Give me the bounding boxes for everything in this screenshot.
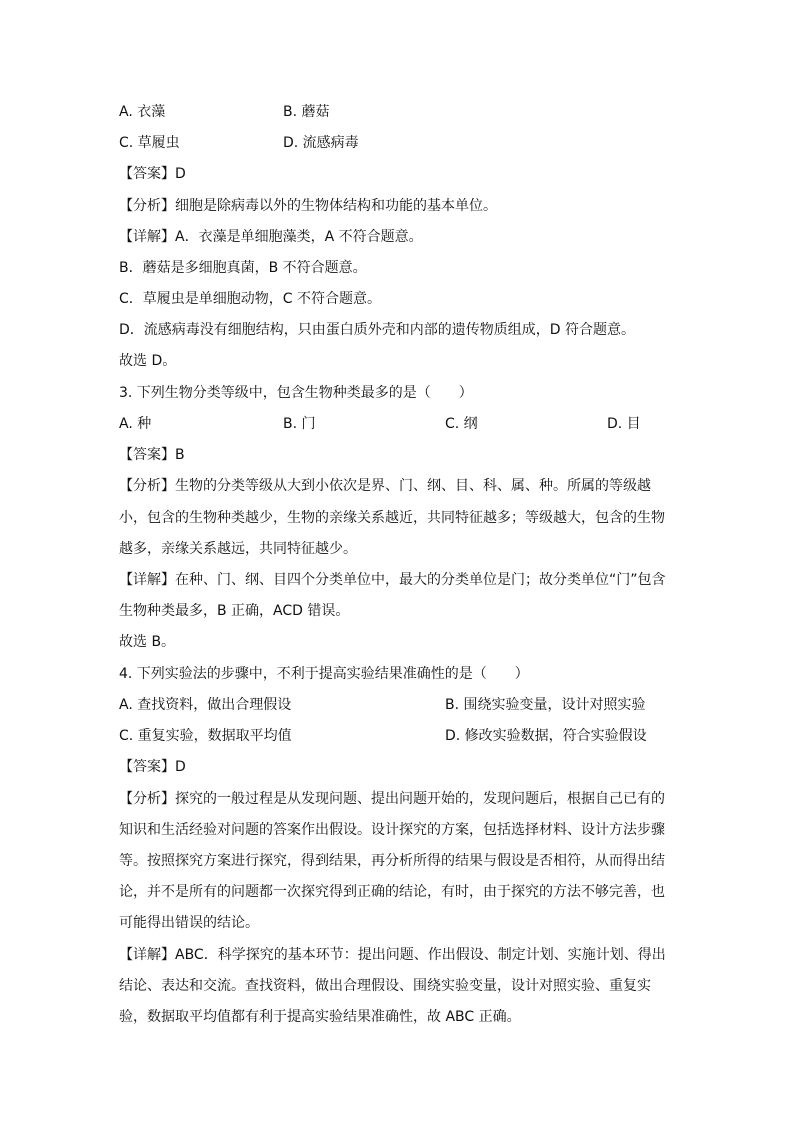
q3-option-a: A. 种 [119, 416, 152, 432]
q3-answer: 【答案】B [119, 447, 185, 463]
q4-analysis-line: 知识和生活经验对问题的答案作出假设。设计探究的方案，包括选择材料、设计方法步骤 [119, 822, 665, 838]
q4-analysis-line: 论，并不是所有的问题都一次探究得到正确的结论，有时，由于探究的方法不够完善，也 [119, 884, 665, 900]
q3-option-d: D. 目 [607, 416, 641, 432]
q3-option-b: B. 门 [283, 416, 316, 432]
q4-option-d: D. 修改实验数据，符合实验假设 [445, 728, 647, 744]
q4-option-c: C. 重复实验，数据取平均值 [119, 728, 292, 744]
q2-detail-line: 故选 D。 [119, 353, 177, 369]
q3-analysis-line: 【分析】生物的分类等级从大到小依次是界、门、纲、目、科、属、种。所属的等级越 [119, 478, 651, 494]
q4-answer: 【答案】D [119, 759, 186, 775]
q2-detail-line: D．流感病毒没有细胞结构，只由蛋白质外壳和内部的遗传物质组成，D 符合题意。 [119, 322, 636, 338]
q2-analysis: 【分析】细胞是除病毒以外的生物体结构和功能的基本单位。 [119, 198, 497, 214]
q4-analysis-line: 等。按照探究方案进行探究，得到结果，再分析所得的结果与假设是否相符，从而得出结 [119, 853, 665, 869]
q4-analysis-line: 【分析】探究的一般过程是从发现问题、提出问题开始的，发现问题后，根据自己已有的 [119, 791, 665, 807]
q4-detail-line: 【详解】ABC．科学探究的基本环节：提出问题、作出假设、制定计划、实施计划、得出 [119, 947, 666, 963]
q3-detail-line: 故选 B。 [119, 634, 176, 650]
q4-option-a: A. 查找资料，做出合理假设 [119, 697, 292, 713]
q4-question: 4. 下列实验法的步骤中，不利于提高实验结果准确性的是（ ） [119, 666, 529, 682]
q2-detail-line: C．草履虫是单细胞动物，C 不符合题意。 [119, 291, 381, 307]
q3-analysis-line: 越多，亲缘关系越远，共同特征越少。 [119, 541, 357, 557]
q3-detail-line: 【详解】在种、门、纲、目四个分类单位中，最大的分类单位是门；故分类单位“门”包含 [119, 572, 666, 588]
q2-option-c: C. 草履虫 [119, 135, 180, 151]
q3-option-c: C. 纲 [445, 416, 478, 432]
q4-detail-line: 验，数据取平均值都有利于提高实验结果准确性，故 ABC 正确。 [119, 1009, 521, 1025]
q2-answer: 【答案】D [119, 166, 186, 182]
q3-question: 3. 下列生物分类等级中，包含生物种类最多的是（ ） [119, 385, 473, 401]
q2-option-a: A. 衣藻 [119, 104, 166, 120]
q2-detail-line: 【详解】A．衣藻是单细胞藻类，A 不符合题意。 [119, 229, 423, 245]
q4-detail-line: 结论、表达和交流。查找资料，做出合理假设、围绕实验变量，设计对照实验、重复实 [119, 978, 651, 994]
q3-detail-line: 生物种类最多，B 正确，ACD 错误。 [119, 603, 350, 619]
q4-option-b: B. 围绕实验变量，设计对照实验 [445, 697, 646, 713]
q4-analysis-line: 可能得出错误的结论。 [119, 915, 259, 931]
q3-analysis-line: 小，包含的生物种类越少，生物的亲缘关系越近，共同特征越多；等级越大，包含的生物 [119, 510, 665, 526]
q2-option-b: B. 蘑菇 [283, 104, 330, 120]
q2-detail-line: B．蘑菇是多细胞真菌，B 不符合题意。 [119, 260, 367, 276]
q2-option-d: D. 流感病毒 [283, 135, 359, 151]
